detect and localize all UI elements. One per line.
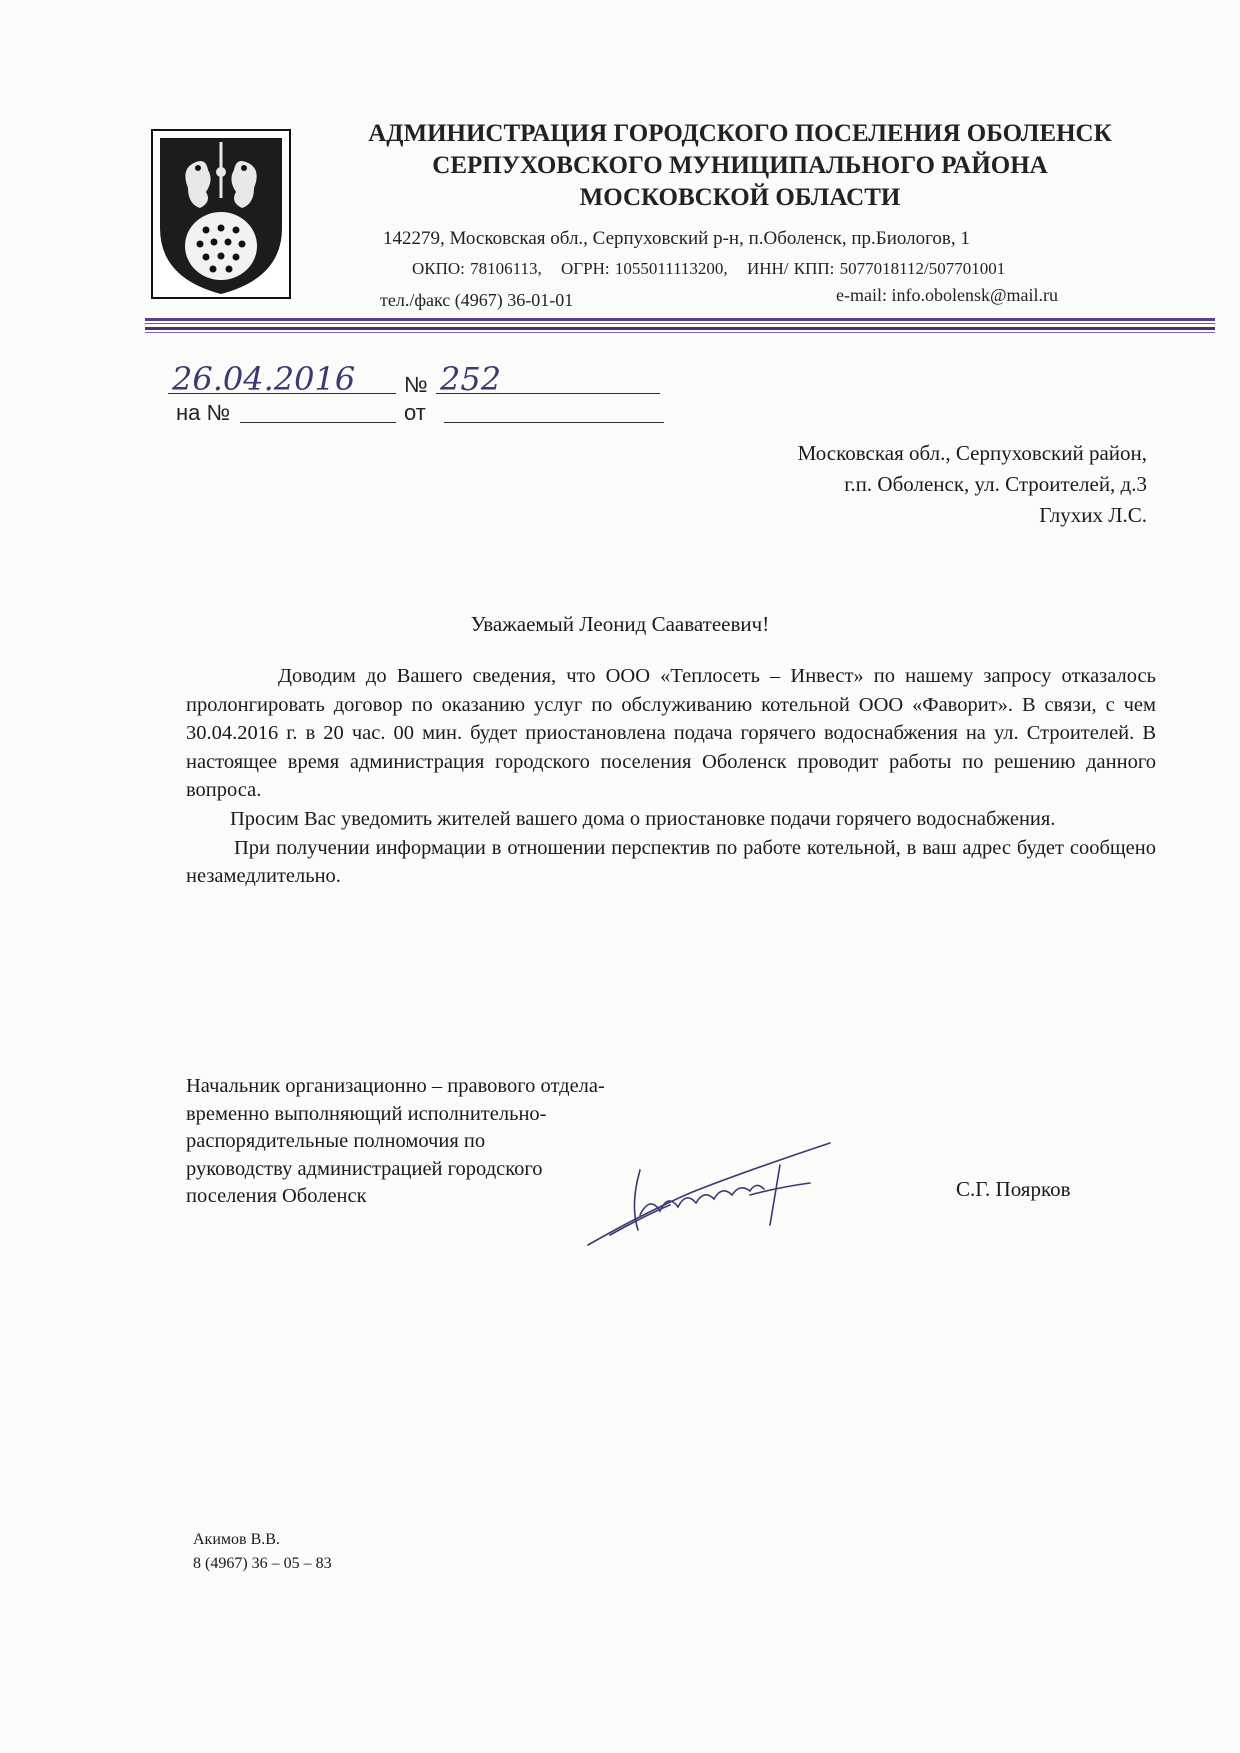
header-divider [145,327,1215,330]
greeting: Уважаемый Леонид Сааватеевич! [470,612,770,636]
reply-number-label: на № [176,400,231,425]
recipient-line: Московская обл., Серпуховский район, [797,441,1147,465]
ogrn-code: ОГРН: 1055011113200, [561,259,728,278]
header-divider [145,332,1215,333]
coat-of-arms-icon [150,128,292,300]
signatory-position [186,1073,605,1211]
inn-kpp-code: ИНН/ КПП: 5077018112/507701001 [746,259,1006,278]
date-underline [168,393,396,394]
okpo-code: ОКПО: 78106113, [412,259,542,278]
number-underline [436,393,660,394]
number-label: № [404,372,428,397]
executor-name: Акимов В.В. [193,1531,280,1548]
letter-paragraph: Просим Вас уведомить жителей вашего дома о приостановке подачи горячего водоснабжения. [230,807,1056,830]
signer-name: С.Г. Поярков [956,1177,1071,1201]
reply-date-label: от [404,400,426,425]
position-line: Начальник организационно – правового отдела- [186,1075,605,1097]
position-line: временно выполняющий исполнительно- [186,1102,547,1125]
position-line: руководству администрацией городского [186,1157,543,1180]
organization-codes [412,259,1019,279]
position-line: распорядительные полномочия по [186,1130,486,1152]
organization-email: e-mail: info.obolensk@mail.ru [836,285,1059,305]
header-divider [145,323,1215,324]
executor-phone: 8 (4967) 36 – 05 – 83 [193,1555,332,1572]
organization-name-line: СЕРПУХОВСКОГО МУНИЦИПАЛЬНОГО РАЙОНА [432,152,1048,179]
executor-info [193,1528,332,1576]
organization-address: 142279, Московская обл., Серпуховский р-н, п.Оболенск, пр.Биологов, 1 [383,228,970,249]
letter-paragraph: Доводим до Вашего сведения, что ООО «Теплосеть – Инвест» по нашему запросу отказалось пролонгировать договор по оказанию услуг по обслуживанию котельной ООО «Фаворит». В связи, с чем 30.04.2016 г. в 20 час. 00 мин. будет приостановлена подача горячего водоснабжения на ул. Строителей. В настоящее время администрация городского поселения Оболенск проводит работы по решению данного вопроса. [186,665,1156,802]
header-divider [145,318,1215,321]
reply-date-underline [444,422,664,423]
letter-paragraph: При получении информации в отношении перспектив по работе котельной, в ваш адрес будет сообщено незамедлительно. [186,836,1156,888]
recipient-line: г.п. Оболенск, ул. Строителей, д.3 [844,472,1147,496]
outgoing-date: 26.04.2016 [172,360,356,398]
letter-body [186,662,1156,891]
recipient-line: Глухих Л.С. [1039,503,1147,527]
organization-name [320,118,1160,214]
reply-number-underline [240,422,396,423]
handwritten-signature-icon [580,1135,840,1255]
organization-name-line: МОСКОВСКОЙ ОБЛАСТИ [579,184,901,211]
position-line: поселения Оболенск [186,1185,367,1207]
organization-phone: тел./факс (4967) 36-01-01 [380,290,574,310]
organization-name-line: АДМИНИСТРАЦИЯ ГОРОДСКОГО ПОСЕЛЕНИЯ ОБОЛЕНСК [368,120,1112,147]
recipient-block [798,438,1147,531]
outgoing-number: 252 [440,360,502,398]
